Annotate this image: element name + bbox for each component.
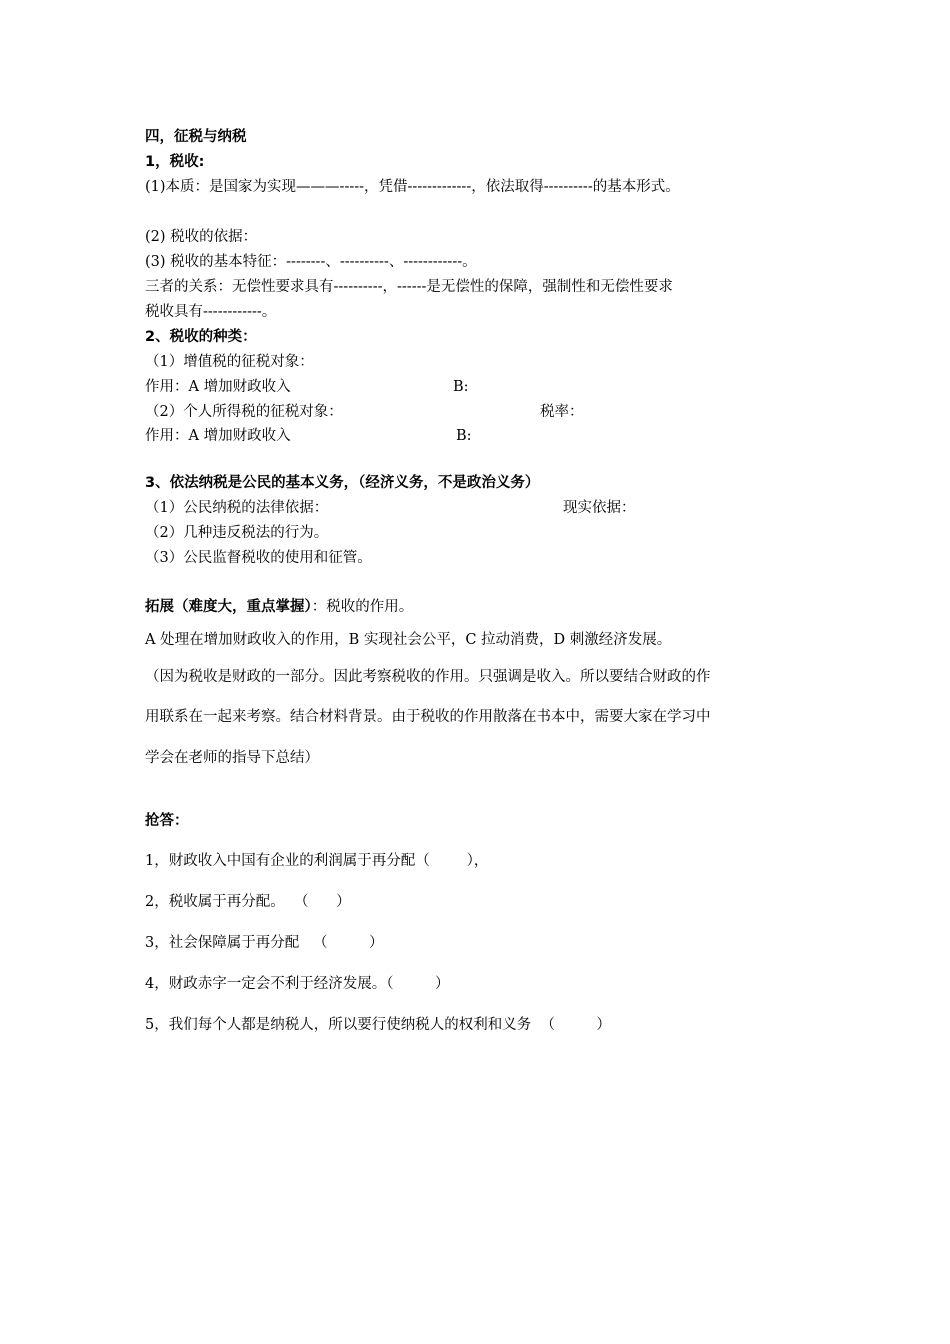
extension-heading [145, 597, 413, 617]
relation-line-2: 税收具有------------。 [145, 304, 277, 320]
subsection-1-heading: 1，税收: [145, 154, 205, 170]
quiz-heading: 抢答： [145, 813, 189, 829]
extension-title-rest: ：税收的作用。 [311, 599, 414, 615]
section-heading: 四，征税与纳税 [145, 129, 247, 145]
basis-line: (2) 税收的依据： [145, 229, 258, 245]
violations-line: （2）几种违反税法的行为。 [145, 525, 329, 541]
income-tax-object-line: （2）个人所得税的征税对象： [145, 404, 343, 420]
extension-items: A 处理在增加财政收入的作用，B 实现社会公平，C 拉动消费，D 刺激经济发展。 [145, 632, 672, 648]
income-tax-rate: 税率： [540, 404, 584, 420]
vat-object-line: （1）增值税的征税对象： [145, 354, 314, 370]
relation-line-1: 三者的关系：无偿性要求具有----------，------是无偿性的保障，强制性和无偿性要求 [145, 279, 673, 295]
quiz-question-4: 4，财政赤字一定会不利于经济发展。（ ） [145, 976, 450, 992]
extension-note-1: （因为税收是财政的一部分。因此考察税收的作用。只强调是收入。所以要结合财政的作 [145, 669, 711, 685]
income-tax-effect-b: B: [456, 428, 472, 444]
extension-title-bold: 拓展（难度大，重点掌握） [145, 599, 312, 615]
vat-effect-a: 作用：A 增加财政收入 [145, 379, 291, 395]
vat-effect-b: B: [453, 379, 469, 395]
subsection-2-heading: 2、税收的种类： [145, 329, 257, 345]
legal-basis-line: （1）公民纳税的法律依据： [145, 500, 329, 516]
features-line: (3) 税收的基本特征：--------、----------、------------。 [145, 254, 477, 270]
quiz-question-3: 3，社会保障属于再分配 （ ） [145, 935, 384, 951]
essence-line: (1)本质：是国家为实现———-----，凭借-------------，依法取得----------的基本形式。 [145, 179, 680, 195]
quiz-question-2: 2，税收属于再分配。 （ ） [145, 894, 351, 910]
income-tax-effect-a: 作用：A 增加财政收入 [145, 428, 291, 444]
real-basis: 现实依据： [563, 500, 636, 516]
quiz-question-5: 5，我们每个人都是纳税人，所以要行使纳税人的权利和义务 （ ） [145, 1017, 611, 1033]
extension-note-3: 学会在老师的指导下总结） [145, 750, 319, 766]
quiz-question-1: 1，财政收入中国有企业的利润属于再分配（ ）， [145, 853, 489, 869]
supervision-line: （3）公民监督税收的使用和征管。 [145, 550, 372, 566]
subsection-3-heading: 3、依法纳税是公民的基本义务，（经济义务，不是政治义务） [145, 475, 540, 491]
extension-note-2: 用联系在一起来考察。结合材料背景。由于税收的作用散落在书本中，需要大家在学习中 [145, 709, 711, 725]
